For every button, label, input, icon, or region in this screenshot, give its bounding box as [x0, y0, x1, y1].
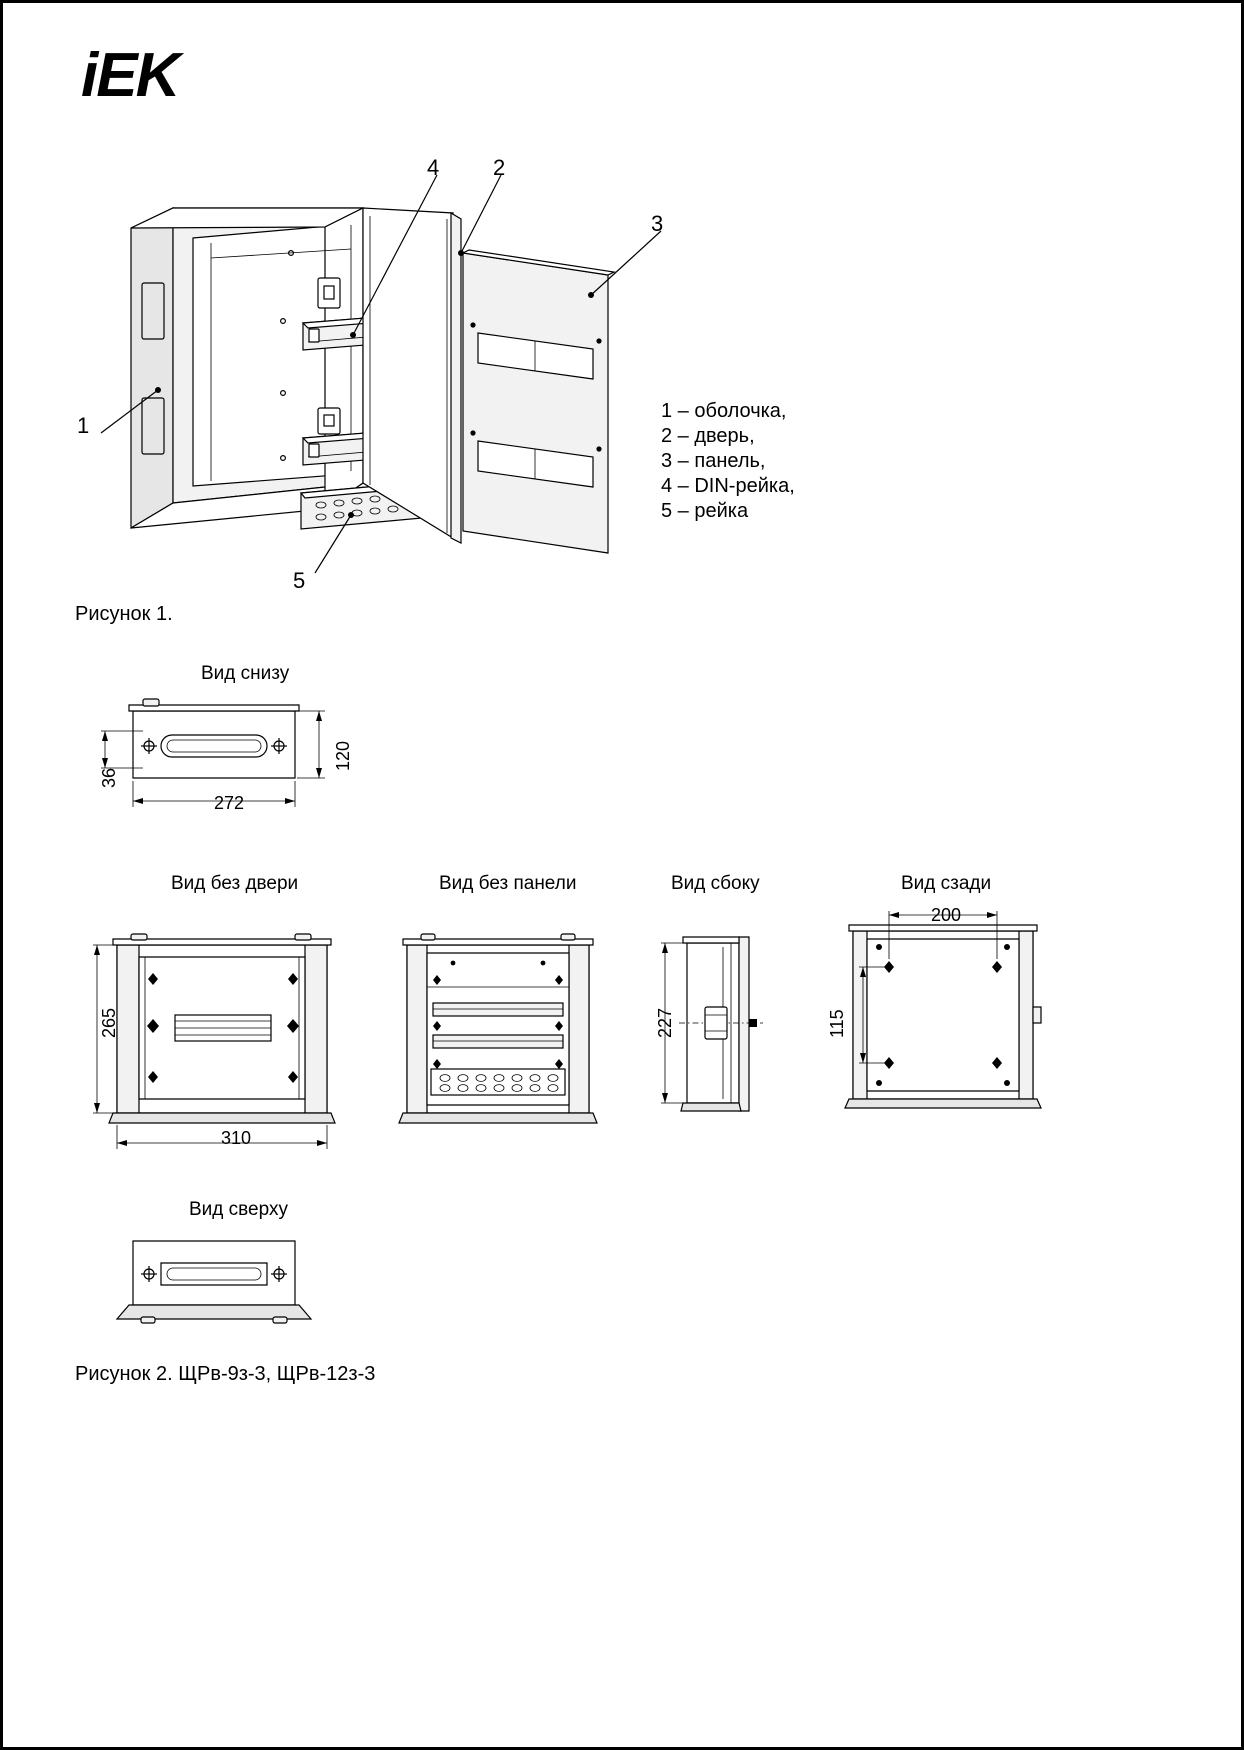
legend-item-5: 5 – рейка — [661, 500, 749, 522]
callout-4: 4 — [427, 155, 440, 180]
view-title-side: Вид сбоку — [671, 873, 760, 894]
figure1-legend — [661, 399, 795, 524]
legend-item-2: 2 – дверь, — [661, 425, 755, 447]
callout-1: 1 — [77, 413, 90, 438]
dim-back-height: 115 — [827, 1009, 847, 1038]
callout-3: 3 — [651, 211, 664, 236]
dim-no-door-width: 310 — [221, 1128, 252, 1148]
figure1-caption: Рисунок 1. — [75, 603, 173, 625]
dim-no-door-height: 265 — [99, 1007, 119, 1038]
dim-bottom-width: 272 — [214, 793, 245, 813]
figure1-drawing — [63, 153, 683, 583]
dim-side-height: 227 — [655, 1007, 675, 1038]
dim-bottom-offset: 36 — [99, 767, 119, 788]
dim-bottom-depth: 120 — [333, 740, 353, 771]
view-title-bottom: Вид снизу — [201, 663, 290, 684]
view-title-back: Вид сзади — [901, 873, 992, 894]
dim-back-width: 200 — [931, 905, 962, 925]
view-back-drawing — [823, 903, 1103, 1143]
view-title-no-door: Вид без двери — [171, 873, 299, 894]
legend-item-1: 1 – оболочка, — [661, 400, 787, 422]
view-no-panel-drawing — [393, 923, 623, 1143]
legend-item-3: 3 – панель, — [661, 450, 766, 472]
view-title-no-panel: Вид без панели — [439, 873, 577, 894]
iek-logo: iEK — [81, 41, 179, 110]
view-no-door-drawing — [83, 923, 383, 1163]
callout-5: 5 — [293, 568, 306, 593]
figure2-caption: Рисунок 2. ЩРв-9з-3, ЩРв-12з-3 — [75, 1363, 376, 1385]
view-top-drawing — [83, 1223, 383, 1343]
legend-item-4: 4 – DIN-рейка, — [661, 475, 795, 497]
view-title-top: Вид сверху — [189, 1199, 288, 1220]
callout-2: 2 — [493, 155, 506, 180]
